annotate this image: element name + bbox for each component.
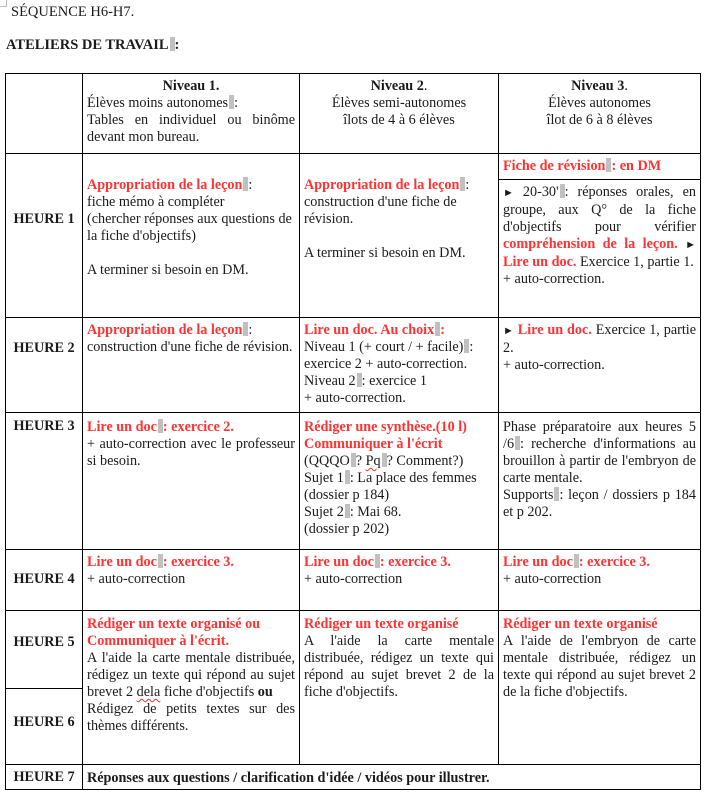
cell-h1-n3-header: Fiche de révision : en DM <box>503 158 662 174</box>
table-border-bottom <box>5 789 701 790</box>
cell-h4-n2: Lire un doc : exercice 3. + auto-correction <box>304 554 451 587</box>
cell-h3-n1: Lire un doc : exercice 2. + auto-correction avec le professeur si besoin. <box>87 419 295 469</box>
triangle-bullet-icon: ► <box>685 239 697 251</box>
row-label-heure-2: HEURE 2 <box>13 340 75 356</box>
table-border-top <box>5 73 701 74</box>
cell-h4-n3: Lire un doc : exercice 3. + auto-correction <box>503 554 650 587</box>
cell-h3-n2: Rédiger une synthèse.(10 l) Communiquer à l'écrit (QQQO ? Pq ? Comment?) Sujet 1 : La place des femmes (dossier p 184) Sujet 2 : Mai 68. (dossier p 202) <box>304 419 477 537</box>
header-niveau-3: Niveau 3. Élèves autonomes îlot de 6 à 8 élèves <box>546 78 653 128</box>
cell-h56-n3: Rédiger un texte organisé A l'aide de l'embryon de carte mentale distribuée, rédigez un texte qui répond au sujet brevet 2 de la fiche d'objectifs. <box>503 616 696 700</box>
cell-h4-n1: Lire un doc : exercice 3. + auto-correction <box>87 554 234 587</box>
cell-h3-n3: Phase préparatoire aux heures 5 /6 : recherche d'informations au brouillon à partir de l'embryon de carte mentale. Supports : leçon / dossiers p 184 et p 202. <box>503 419 696 520</box>
cell-h56-n2: Rédiger un texte organisé A l'aide la carte mentale distribuée, rédigez un texte qui répond au sujet brevet 2 de la fiche d'objectifs. <box>304 616 494 700</box>
triangle-bullet-icon: ► <box>503 325 514 337</box>
triangle-bullet-icon: ► <box>503 187 514 199</box>
sequence-heading: SÉQUENCE H6-H7. <box>11 4 135 20</box>
row-divider <box>5 764 701 765</box>
cell-h2-n1: Appropriation de la leçon : construction d'une fiche de révision. <box>87 322 293 355</box>
cell-h1-n1: Appropriation de la leçon : fiche mémo à compléter (chercher réponses aux questions de la fiche d'objectifs) A terminer si besoin en DM. <box>87 177 292 278</box>
cell-h1-n2: Appropriation de la leçon : construction d'une fiche de révision. A terminer si besoin en DM. <box>304 177 470 261</box>
row-label-heure-1: HEURE 1 <box>13 211 75 227</box>
row-label-heure-7: HEURE 7 <box>13 769 75 785</box>
row-label-heure-4: HEURE 4 <box>13 571 75 587</box>
spellcheck-word: dela <box>136 684 161 700</box>
row-label-heure-6: HEURE 6 <box>13 714 75 730</box>
page-title: ATELIERS DE TRAVAIL : <box>6 37 180 53</box>
table-border-right <box>700 73 701 790</box>
row-divider <box>5 688 82 689</box>
row-divider <box>5 412 701 413</box>
cell-h1-n3: ► 20-30' : réponses orales, en groupe, aux Q° de la fiche d'objectifs pour vérifier compréhension de la leçon. ► Lire un doc. Exercice 1, partie 1. + auto-correction. <box>503 184 697 287</box>
cell-h56-n1: Rédiger un texte organisé ou Communiquer à l'écrit. A l'aide la carte mentale distribuée, rédigez un texte qui répond au sujet brevet 2 dela fiche d'objectifs ou Rédigez de petits textes sur des thèmes différents. <box>87 616 295 734</box>
row-label-heure-3: HEURE 3 <box>13 418 75 434</box>
cell-h2-n2: Lire un doc. Au choix : Niveau 1 (+ court / + facile) : exercice 2 + auto-correction. Niveau 2 : exercice 1 + auto-correction. <box>304 322 474 406</box>
cell-h7-merged: Réponses aux questions / clarification d'idée / vidéos pour illustrer. <box>87 770 490 786</box>
page-corner-marker <box>0 0 7 7</box>
row-label-heure-5: HEURE 5 <box>13 634 75 650</box>
row-divider <box>498 179 701 180</box>
header-niveau-2: Niveau 2. Élèves semi-autonomes îlots de 4 à 6 élèves <box>331 78 467 128</box>
row-divider <box>5 610 701 611</box>
spellcheck-word: Pq <box>365 453 381 469</box>
row-divider <box>5 549 701 550</box>
row-divider <box>5 153 701 154</box>
header-niveau-1: Niveau 1. Élèves moins autonomes : Tables en individuel ou binôme devant mon bureau. <box>87 78 295 145</box>
row-divider <box>5 317 701 318</box>
cell-h2-n3: ► Lire un doc. Exercice 1, partie 2. + auto-correction. <box>503 322 697 373</box>
